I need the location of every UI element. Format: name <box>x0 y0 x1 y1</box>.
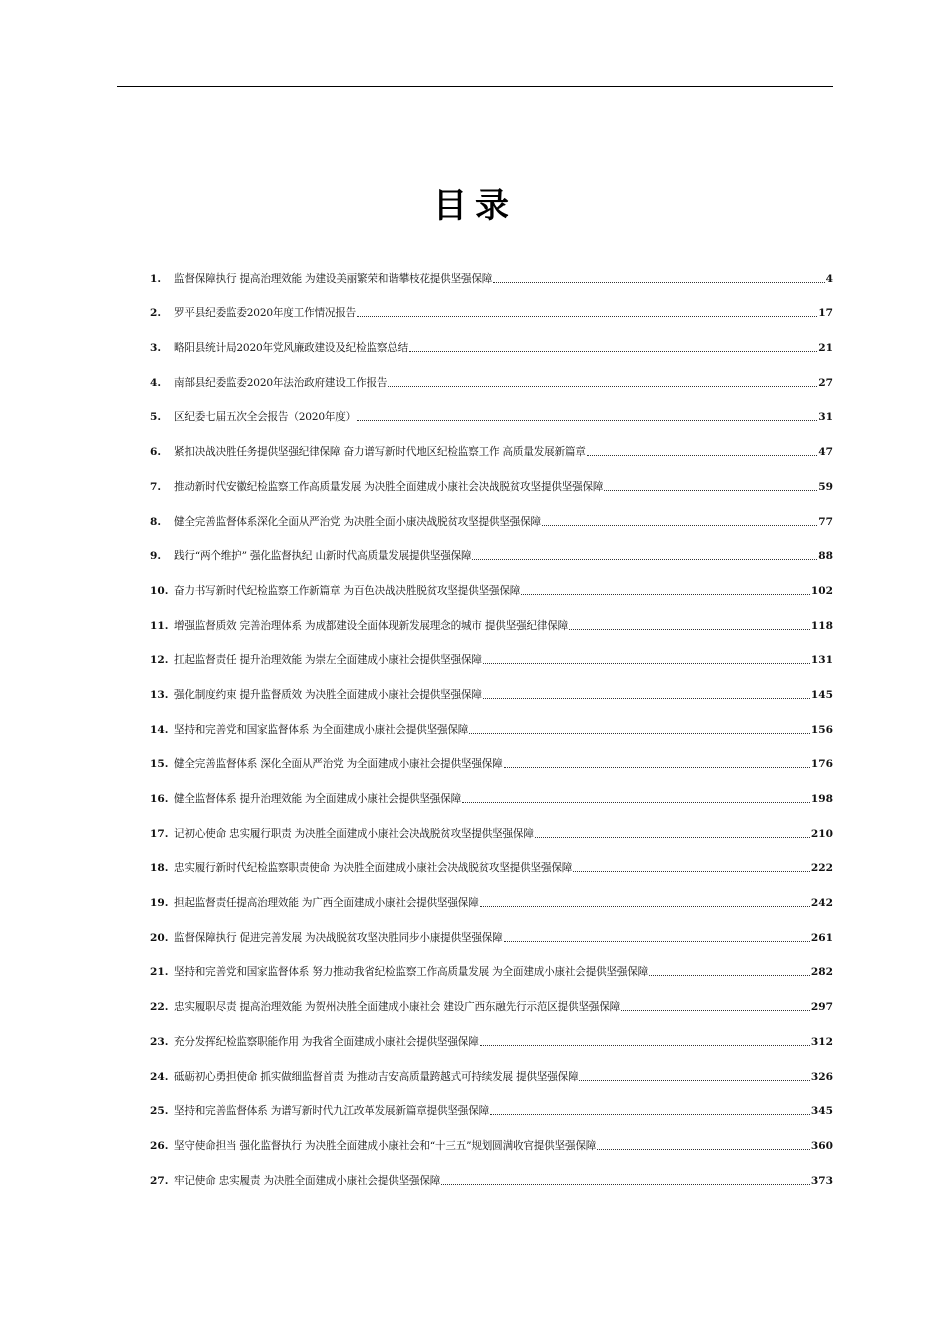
toc-entry[interactable] <box>150 251 833 286</box>
toc-entry-page[interactable]: 77 <box>818 515 833 528</box>
toc-entry[interactable] <box>150 633 833 668</box>
toc-entry-page[interactable]: 4 <box>825 272 833 285</box>
toc-entry[interactable] <box>150 1153 833 1188</box>
toc-entry-page[interactable]: 102 <box>810 584 833 597</box>
toc-dot-leader <box>587 455 818 456</box>
toc-entry-title[interactable]: 健全完善监督体系 深化全面从严治党 为全面建成小康社会提供坚强保障 <box>174 758 503 771</box>
toc-entry-title[interactable]: 紧扣决战决胜任务提供坚强纪律保障 奋力谱写新时代地区纪检监察工作 高质量发展新篇章 <box>174 446 586 459</box>
toc-entry-page[interactable]: 373 <box>810 1174 833 1187</box>
toc-entry-title[interactable]: 罗平县纪委监委2020年度工作情况报告 <box>174 307 357 320</box>
toc-dot-leader <box>388 386 817 387</box>
toc-dot-leader <box>504 941 810 942</box>
toc-dot-leader <box>597 1149 810 1150</box>
toc-entry-number: 26. <box>150 1139 169 1152</box>
toc-entry-number: 25. <box>150 1105 169 1118</box>
toc-entry-number: 18. <box>150 862 169 875</box>
toc-entry-title[interactable]: 坚持和完善党和国家监督体系 为全面建成小康社会提供坚强保障 <box>174 723 469 736</box>
toc-entry-title[interactable]: 忠实履职尽责 提高治理效能 为贺州决胜全面建成小康社会 建设广西东融先行示范区提供坚强保障 <box>174 1001 621 1014</box>
toc-entry-title[interactable]: 区纪委七届五次全会报告（2020年度） <box>174 411 357 424</box>
toc-entry-number: 17. <box>150 827 169 840</box>
toc-dot-leader <box>579 1080 809 1081</box>
toc-entry-number: 21. <box>150 966 169 979</box>
toc-dot-leader <box>462 802 810 803</box>
header-rule <box>117 86 833 87</box>
toc-entry-title[interactable]: 牢记使命 忠实履责 为决胜全面建成小康社会提供坚强保障 <box>174 1174 441 1187</box>
toc-entry-page[interactable]: 176 <box>810 758 833 771</box>
toc-entry-number: 13. <box>150 688 169 701</box>
toc-entry-number: 9. <box>150 550 162 563</box>
toc-dot-leader <box>521 594 810 595</box>
toc-dot-leader <box>480 1045 810 1046</box>
toc-title: 目录 <box>433 186 517 226</box>
toc-entry-page[interactable]: 222 <box>810 862 833 875</box>
toc-entry-page[interactable]: 282 <box>810 966 833 979</box>
toc-entry-page[interactable]: 297 <box>810 1001 833 1014</box>
toc-dot-leader <box>569 629 810 630</box>
toc-entry-page[interactable]: 31 <box>818 411 833 424</box>
toc-entry-page[interactable]: 242 <box>810 897 833 910</box>
toc-entry-title[interactable]: 强化制度约束 提升监督质效 为决胜全面建成小康社会提供坚强保障 <box>174 688 482 701</box>
toc-dot-leader <box>483 698 810 699</box>
toc-entry[interactable] <box>150 494 833 529</box>
toc-entry-title[interactable]: 略阳县统计局2020年党风廉政建设及纪检监察总结 <box>174 342 409 355</box>
toc-entry-page[interactable]: 47 <box>818 446 833 459</box>
toc-entry-title[interactable]: 担起监督责任提高治理效能 为广西全面建成小康社会提供坚强保障 <box>174 897 479 910</box>
toc-dot-leader <box>490 1114 810 1115</box>
toc-dot-leader <box>469 733 810 734</box>
toc-entry-page[interactable]: 21 <box>818 342 833 355</box>
toc-entry-title[interactable]: 践行“两个维护” 强化监督执纪 山新时代高质量发展提供坚强保障 <box>174 550 472 563</box>
toc-entry-title[interactable]: 扛起监督责任 提升治理效能 为崇左全面建成小康社会提供坚强保障 <box>174 654 482 667</box>
toc-entry-number: 1. <box>150 272 162 285</box>
toc-dot-leader <box>493 282 824 283</box>
toc-dot-leader <box>649 975 810 976</box>
toc-entry[interactable] <box>150 529 833 564</box>
toc-entry[interactable] <box>150 667 833 702</box>
toc-entry-page[interactable]: 261 <box>810 931 833 944</box>
toc-list <box>150 251 833 1188</box>
toc-entry-title[interactable]: 南部县纪委监委2020年法治政府建设工作报告 <box>174 376 388 389</box>
toc-entry[interactable] <box>150 771 833 806</box>
toc-dot-leader <box>480 906 810 907</box>
toc-dot-leader <box>409 351 817 352</box>
toc-entry[interactable] <box>150 563 833 598</box>
toc-entry-title[interactable]: 增强监督质效 完善治理体系 为成都建设全面体现新发展理念的城市 提供坚强纪律保障 <box>174 619 569 632</box>
toc-entry[interactable] <box>150 806 833 841</box>
toc-dot-leader <box>621 1010 810 1011</box>
toc-entry-page[interactable]: 145 <box>810 688 833 701</box>
toc-entry-page[interactable]: 360 <box>810 1139 833 1152</box>
toc-dot-leader <box>504 767 810 768</box>
toc-entry-number: 10. <box>150 584 169 597</box>
toc-entry-title[interactable]: 坚守使命担当 强化监督执行 为决胜全面建成小康社会和“十三五”规划圆满收官提供坚强保障 <box>174 1139 597 1152</box>
toc-entry-number: 12. <box>150 654 169 667</box>
toc-entry-number: 6. <box>150 446 162 459</box>
toc-entry-page[interactable]: 312 <box>810 1035 833 1048</box>
toc-entry[interactable] <box>150 1084 833 1119</box>
toc-entry[interactable] <box>150 1014 833 1049</box>
toc-entry[interactable] <box>150 979 833 1014</box>
toc-dot-leader <box>535 837 810 838</box>
toc-entry-number: 23. <box>150 1035 169 1048</box>
toc-entry-number: 5. <box>150 411 162 424</box>
toc-dot-leader <box>483 663 810 664</box>
toc-entry-page[interactable]: 118 <box>810 619 833 632</box>
toc-entry[interactable] <box>150 1049 833 1084</box>
toc-entry-number: 3. <box>150 342 162 355</box>
toc-entry[interactable] <box>150 459 833 494</box>
toc-entry-title[interactable]: 监督保障执行 提高治理效能 为建设美丽繁荣和谐攀枝花提供坚强保障 <box>174 272 493 285</box>
toc-dot-leader <box>573 871 810 872</box>
toc-entry-page[interactable]: 17 <box>818 307 833 320</box>
toc-entry-page[interactable]: 198 <box>810 793 833 805</box>
toc-entry[interactable] <box>150 841 833 876</box>
toc-entry-title[interactable]: 坚持和完善党和国家监督体系 努力推动我省纪检监察工作高质量发展 为全面建成小康社会提供坚强保障 <box>174 966 649 979</box>
toc-entry-number: 19. <box>150 897 169 910</box>
toc-entry[interactable] <box>150 875 833 910</box>
toc-entry-title[interactable]: 坚持和完善监督体系 为谱写新时代九江改革发展新篇章提供坚强保障 <box>174 1105 489 1118</box>
toc-entry[interactable] <box>150 320 833 355</box>
toc-entry-number: 15. <box>150 758 169 771</box>
toc-entry-number: 2. <box>150 307 162 320</box>
toc-entry-page[interactable]: 210 <box>810 827 833 840</box>
toc-entry-number: 16. <box>150 793 169 805</box>
toc-entry[interactable] <box>150 737 833 772</box>
toc-entry-title[interactable]: 奋力书写新时代纪检监察工作新篇章 为百色决战决胜脱贫攻坚提供坚强保障 <box>174 584 521 597</box>
toc-dot-leader <box>357 420 817 421</box>
toc-entry[interactable] <box>150 1118 833 1153</box>
toc-dot-leader <box>441 1184 810 1185</box>
toc-entry-page[interactable]: 345 <box>810 1105 833 1118</box>
toc-entry-number: 7. <box>150 480 162 493</box>
toc-entry-title[interactable]: 健全完善监督体系深化全面从严治党 为决胜全面小康决战脱贫攻坚提供坚强保障 <box>174 515 541 528</box>
toc-entry[interactable] <box>150 424 833 459</box>
toc-entry-number: 20. <box>150 931 169 944</box>
toc-dot-leader <box>604 490 817 491</box>
toc-entry-page[interactable]: 27 <box>818 376 833 389</box>
toc-entry-title[interactable]: 忠实履行新时代纪检监察职责使命 为决胜全面建成小康社会决战脱贫攻坚提供坚强保障 <box>174 862 573 875</box>
toc-dot-leader <box>472 559 817 560</box>
toc-entry[interactable] <box>150 910 833 945</box>
toc-entry-title[interactable]: 砥砺初心勇担使命 抓实做细监督首责 为推动吉安高质量跨越式可持续发展 提供坚强保障 <box>174 1070 579 1083</box>
toc-entry[interactable] <box>150 286 833 321</box>
toc-entry-title[interactable]: 健全监督体系 提升治理效能 为全面建成小康社会提供坚强保障 <box>174 793 461 805</box>
toc-entry-page[interactable]: 88 <box>818 550 833 563</box>
toc-entry[interactable] <box>150 945 833 980</box>
toc-entry-page[interactable]: 326 <box>810 1070 833 1083</box>
toc-entry-page[interactable]: 59 <box>818 480 833 493</box>
toc-entry[interactable] <box>150 355 833 390</box>
toc-dot-leader <box>357 316 817 317</box>
toc-entry[interactable] <box>150 598 833 633</box>
toc-entry-page[interactable]: 156 <box>810 723 833 736</box>
toc-entry-number: 11. <box>150 619 169 632</box>
toc-entry-number: 4. <box>150 376 162 389</box>
toc-entry-number: 22. <box>150 1001 169 1014</box>
toc-entry-number: 8. <box>150 515 162 528</box>
toc-entry[interactable] <box>150 702 833 737</box>
toc-dot-leader <box>542 525 817 526</box>
toc-entry-page[interactable]: 131 <box>810 654 833 667</box>
toc-entry-number: 14. <box>150 723 169 736</box>
toc-entry-title[interactable]: 充分发挥纪检监察职能作用 为我省全面建成小康社会提供坚强保障 <box>174 1035 479 1048</box>
toc-entry-number: 27. <box>150 1174 169 1187</box>
toc-entry-title[interactable]: 记初心使命 忠实履行职责 为决胜全面建成小康社会决战脱贫攻坚提供坚强保障 <box>174 827 534 840</box>
toc-entry[interactable] <box>150 390 833 425</box>
toc-entry-title[interactable]: 监督保障执行 促进完善发展 为决战脱贫攻坚决胜同步小康提供坚强保障 <box>174 931 503 944</box>
toc-entry-number: 24. <box>150 1070 169 1083</box>
toc-entry-title[interactable]: 推动新时代安徽纪检监察工作高质量发展 为决胜全面建成小康社会决战脱贫攻坚提供坚强保障 <box>174 480 604 493</box>
